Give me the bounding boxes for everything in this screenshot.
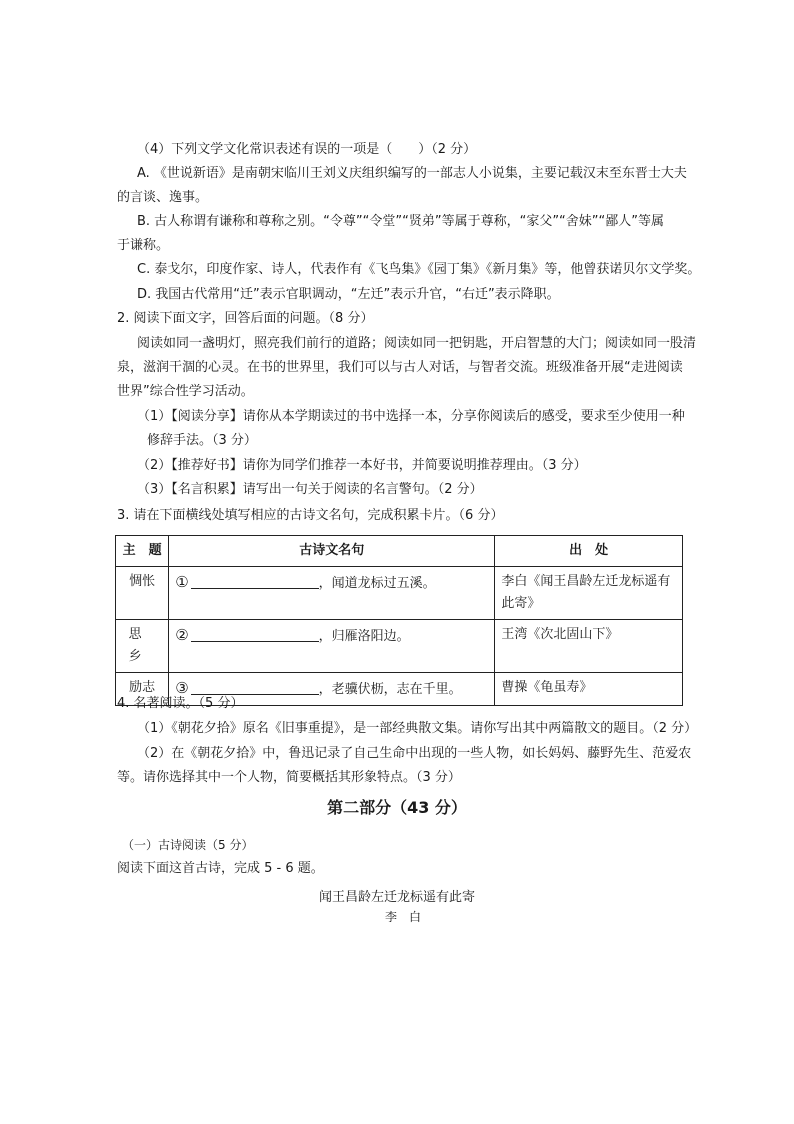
q4-stem: （4）下列文学文化常识表述有误的一项是（ ）（2 分） (137, 142, 477, 157)
circle-number: ② (175, 626, 189, 644)
q2-passage-line3: 世界”综合性学习活动。 (117, 384, 254, 399)
q4-option-a-cont: 的言谈、逸事。 (117, 190, 209, 205)
poem-author: 李白 (384, 910, 433, 924)
verse-text: ，闻道龙标过五溪。 (318, 576, 436, 591)
table-row (116, 620, 683, 673)
table-row (116, 567, 683, 620)
row-theme: 励志 (116, 673, 169, 706)
q2-sub2: （2）【推荐好书】请你为同学们推荐一本好书，并简要说明推荐理由。（3 分） (137, 458, 587, 473)
circle-number: ① (175, 573, 189, 591)
poem-intro: 阅读下面这首古诗，完成 5 - 6 题。 (117, 861, 324, 876)
header-source: 出 处 (495, 536, 683, 567)
row-source: 李白《闻王昌龄左迁龙标遥有此寄》 (495, 567, 683, 620)
verse-text: ，老骥伏枥，志在千里。 (318, 682, 462, 697)
q4-option-b: B. 古人称谓有谦称和尊称之别。“令尊”“令堂”“贤弟”等属于尊称，“家父”“舍妹”“鄙人”等属 (137, 214, 665, 229)
q4b-sub2-cont: 等。请你选择其中一个人物，简要概括其形象特点。（3 分） (117, 770, 461, 785)
q4-option-a: A. 《世说新语》是南朝宋临川王刘义庆组织编写的一部志人小说集，主要记载汉末至东晋士大夫 (137, 166, 687, 181)
row-theme: 思乡 (116, 620, 169, 673)
row-verse (169, 620, 495, 673)
row-verse (169, 567, 495, 620)
q4b-sub1: （1）《朝花夕拾》原名《旧事重提》，是一部经典散文集。请你写出其中两篇散文的题目。（2 分） (137, 721, 698, 736)
q2-passage-line2: 泉，滋润干涸的心灵。在书的世界里，我们可以与古人对话，与智者交流。班级准备开展“走进阅读 (117, 360, 683, 375)
header-verse: 古诗文名句 (169, 536, 495, 567)
row-source: 王湾《次北固山下》 (495, 620, 683, 673)
q2-sub3: （3）【名言积累】请写出一句关于阅读的名言警句。（2 分） (137, 482, 483, 497)
q4-option-d: D. 我国古代常用“迁”表示官职调动，“左迁”表示升官，“右迁”表示降职。 (137, 287, 560, 302)
verse-text: ，归雁洛阳边。 (318, 629, 410, 644)
part-two-title: 第二部分（43 分） (327, 798, 467, 817)
answer-blank[interactable] (191, 574, 319, 589)
q2-sub1-cont: 修辞手法。（3 分） (147, 433, 257, 448)
poem-card-table (115, 535, 683, 706)
table-header-row (116, 536, 683, 567)
q2-stem: 2. 阅读下面文字，回答后面的问题。（8 分） (117, 311, 374, 326)
header-theme: 主 题 (116, 536, 169, 567)
q2-sub1: （1）【阅读分享】请你从本学期读过的书中选择一本，分享你阅读后的感受，要求至少使用一种 (137, 409, 685, 424)
q4-option-c: C. 泰戈尔，印度作家、诗人，代表作有《飞鸟集》《园丁集》《新月集》等，他曾获诺贝尔文学奖。 (137, 262, 701, 277)
q2-passage-line1: 阅读如同一盏明灯，照亮我们前行的道路；阅读如同一把钥匙，开启智慧的大门；阅读如同一股清 (137, 336, 697, 351)
answer-blank[interactable] (191, 680, 319, 695)
row-source: 曹操《龟虽寿》 (495, 673, 683, 706)
q4b-stem: 4. 名著阅读。（5 分） (117, 696, 244, 711)
row-theme: 惆怅 (116, 567, 169, 620)
answer-blank[interactable] (191, 627, 319, 642)
poem-title: 闻王昌龄左迁龙标遥有此寄 (318, 890, 475, 905)
section-heading: （一）古诗阅读（5 分） (122, 838, 254, 852)
q4b-sub2: （2）在《朝花夕拾》中，鲁迅记录了自己生命中出现的一些人物，如长妈妈、藤野先生、范爱农 (137, 746, 692, 761)
circle-number: ③ (175, 679, 189, 697)
q4-option-b-cont: 于谦称。 (117, 238, 170, 253)
q3-stem: 3. 请在下面横线处填写相应的古诗文名句，完成积累卡片。（6 分） (117, 508, 504, 523)
